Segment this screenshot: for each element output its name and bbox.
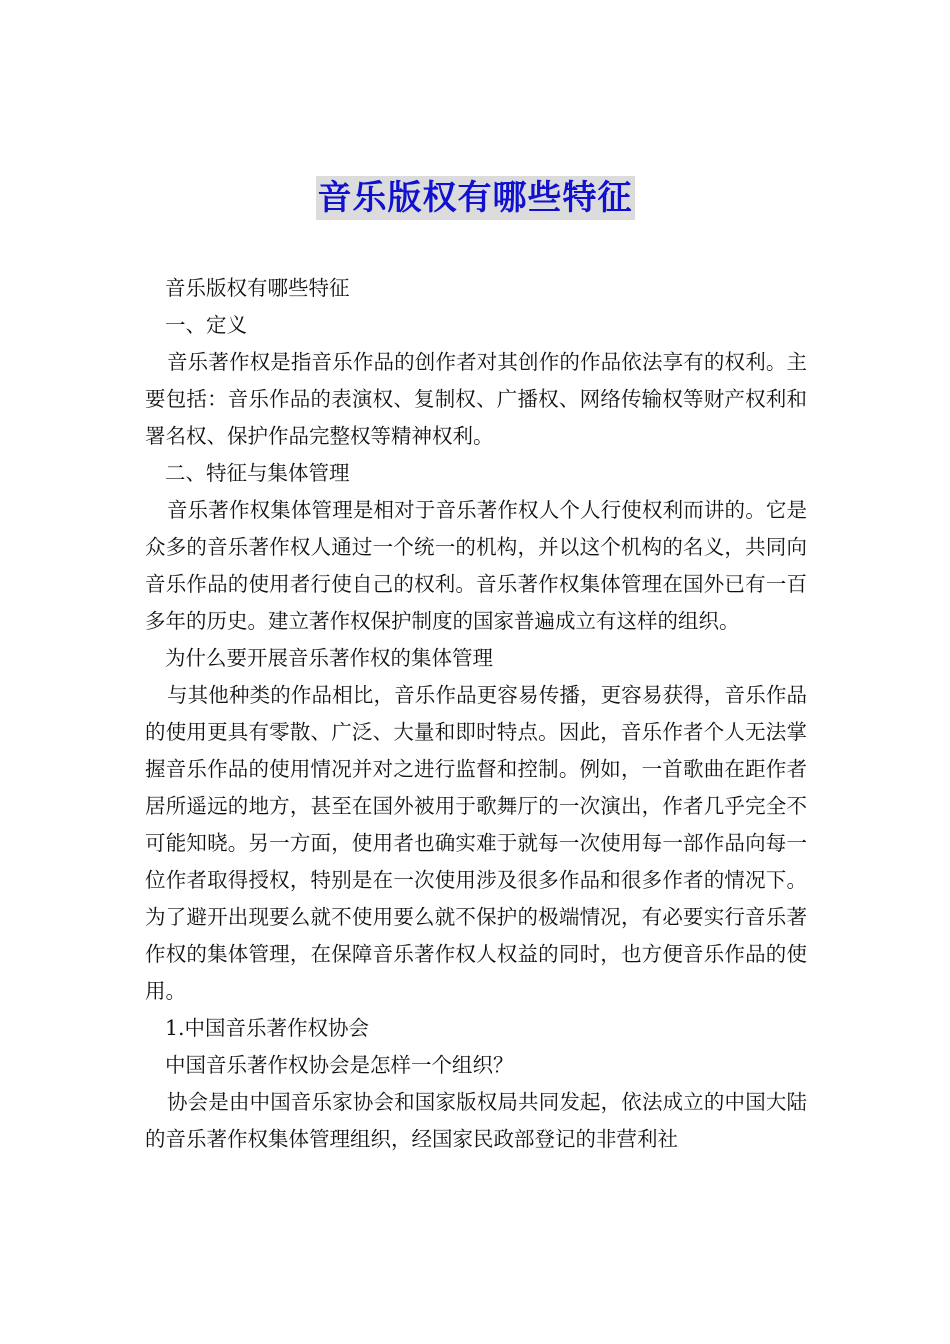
paragraph-question: 中国音乐著作权协会是怎样一个组织？ [165,1053,514,1077]
paragraph-definition: 音乐著作权是指音乐作品的创作者对其创作的作品依法享有的权利。主要包括：音乐作品的表演权、复制权、广播权、网络传输权等财产权利和署名权、保护作品完整权等精神权利。 [145,350,807,448]
section-heading-features: 二、特征与集体管理 [165,461,350,485]
section-heading-definition: 一、定义 [165,313,247,337]
paragraph-subtitle: 音乐版权有哪些特征 [165,276,350,300]
section-heading-why: 为什么要开展音乐著作权的集体管理 [165,646,493,670]
document-body [145,270,807,1158]
document-title [0,176,950,220]
paragraph-why: 与其他种类的作品相比，音乐作品更容易传播，更容易获得，音乐作品的使用更具有零散、广泛、大量和即时特点。因此，音乐作者个人无法掌握音乐作品的使用情况并对之进行监督和控制。例如，一首歌曲在距作者居所遥远的地方，甚至在国外被用于歌舞厅的一次演出，作者几乎完全不可能知晓。另一方面，使用者也确实难于就每一次使用每一部作品向每一位作者取得授权，特别是在一次使用涉及很多作品和很多作者的情况下。为了避开出现要么就不使用要么就不保护的极端情况，有必要实行音乐著作权的集体管理，在保障音乐著作权人权益的同时，也方便音乐作品的使用。 [145,683,807,1003]
paragraph-collective-management: 音乐著作权集体管理是相对于音乐著作权人个人行使权利而讲的。它是众多的音乐著作权人通过一个统一的机构，并以这个机构的名义，共同向音乐作品的使用者行使自己的权利。音乐著作权集体管理在国外已有一百多年的历史。建立著作权保护制度的国家普遍成立有这样的组织。 [145,498,807,633]
paragraph-association: 协会是由中国音乐家协会和国家版权局共同发起，依法成立的中国大陆的音乐著作权集体管理组织，经国家民政部登记的非营利社 [145,1090,807,1151]
section-heading-association: 1.中国音乐著作权协会 [165,1016,370,1040]
document-title-text: 音乐版权有哪些特征 [317,178,633,218]
